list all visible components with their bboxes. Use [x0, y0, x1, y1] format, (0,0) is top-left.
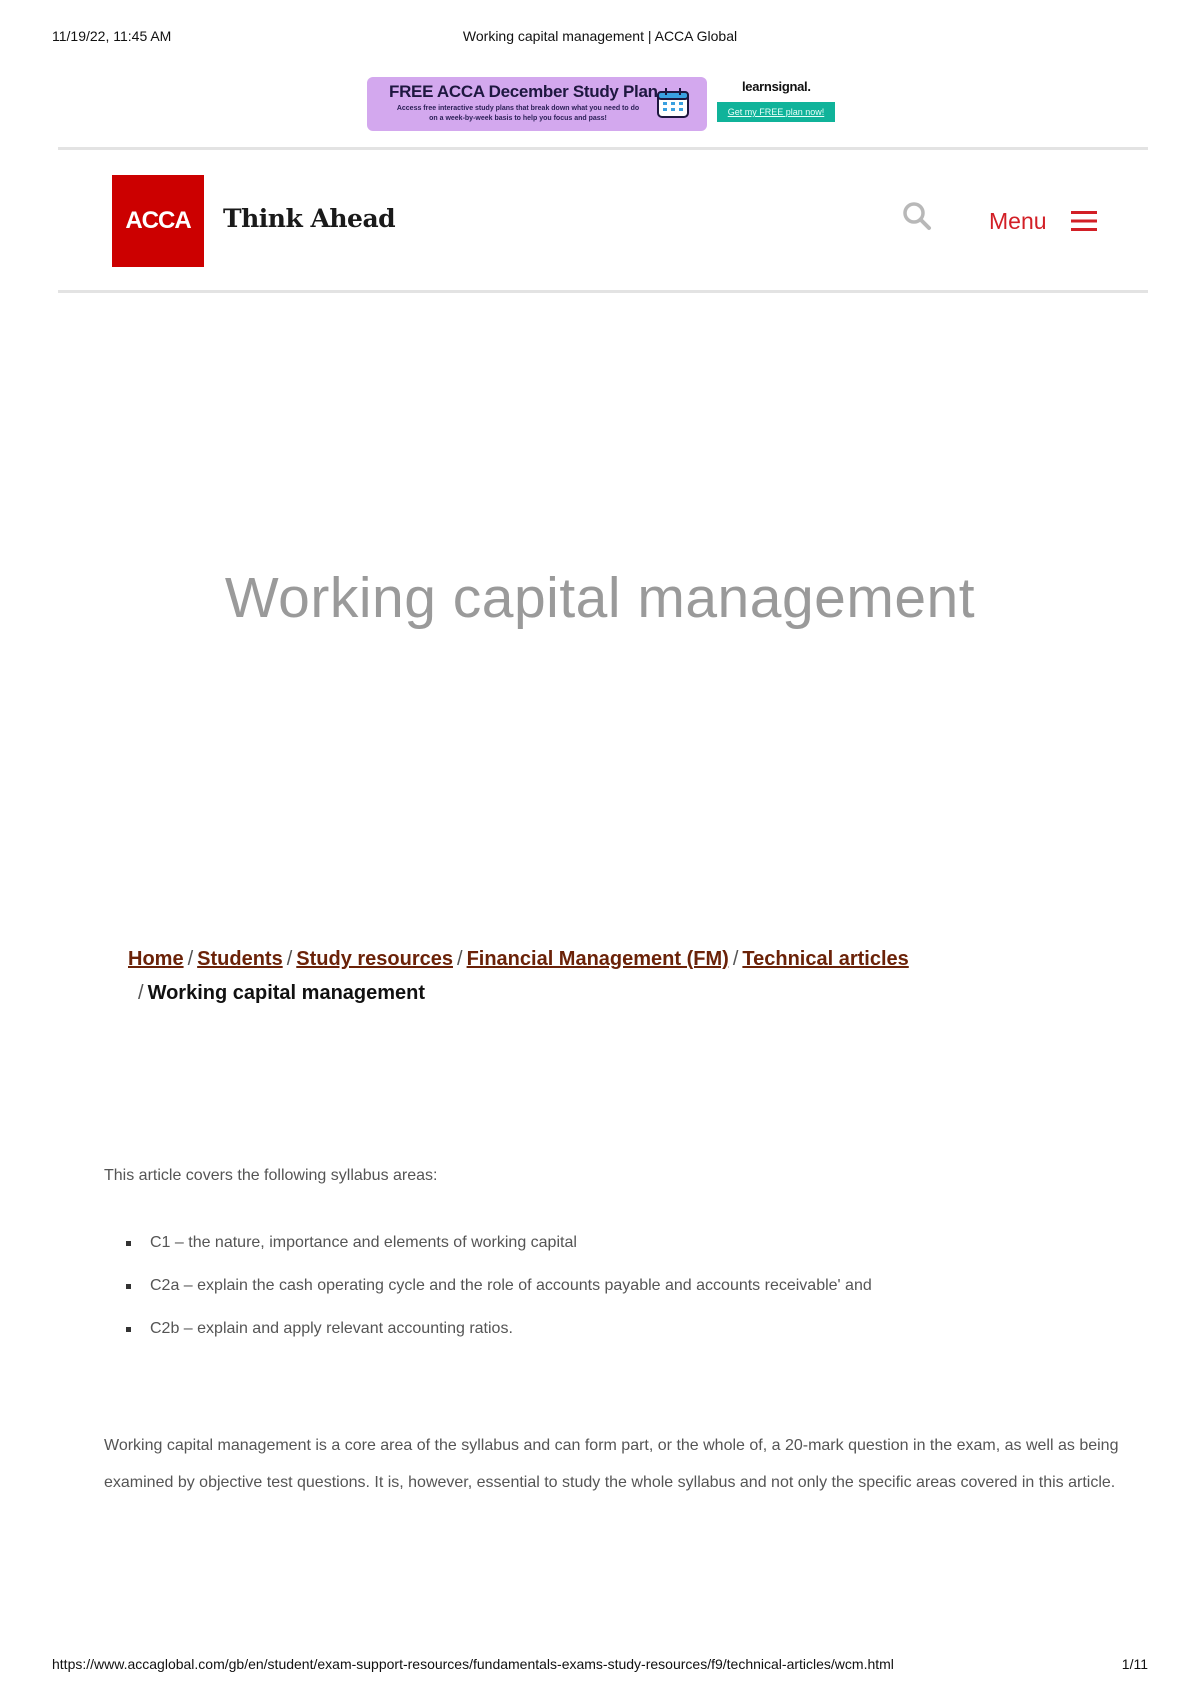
banner-subtext: Access free interactive study plans that break down what you need to do on a week-by-week basis to help you focus and pass!	[396, 105, 640, 122]
menu-button[interactable]	[989, 205, 1097, 237]
study-plan-banner[interactable]	[367, 77, 837, 131]
breadcrumb-separator: /	[138, 982, 144, 1004]
breadcrumb-current-line	[128, 976, 1108, 1010]
article-paragraph: Working capital management is a core area of the syllabus and can form part, or the whole of, a 20-mark question in the exam, as well as being examined by objective test questions. It is, however, essential to study the whole syllabus and not only the specific areas covered in this article.	[104, 1437, 1119, 1491]
print-datetime: 11/19/22, 11:45 AM	[52, 28, 172, 44]
print-url: https://www.accaglobal.com/gb/en/student/exam-support-resources/fundamentals-exams-study-resources/f9/technical-articles/wcm.html	[52, 1656, 894, 1672]
breadcrumb	[128, 942, 1108, 1010]
header-divider-top	[58, 147, 1148, 150]
print-footer	[52, 1656, 1148, 1676]
banner-headline: FREE ACCA December Study Plan	[389, 82, 658, 101]
list-item: C2b – explain and apply relevant accounting ratios.	[126, 1319, 872, 1362]
hamburger-icon	[1071, 210, 1097, 232]
breadcrumb-study-resources[interactable]: Study resources	[296, 948, 453, 970]
banner-cta-button[interactable]: Get my FREE plan now!	[717, 102, 835, 122]
breadcrumb-separator: /	[187, 948, 194, 970]
banner-promo-panel[interactable]	[367, 77, 707, 131]
syllabus-list	[126, 1233, 872, 1362]
print-header	[52, 28, 1148, 48]
breadcrumb-separator: /	[732, 948, 739, 970]
list-item: C2a – explain the cash operating cycle and the role of accounts payable and accounts receivable' and	[126, 1276, 872, 1319]
breadcrumb-students[interactable]: Students	[197, 948, 283, 970]
breadcrumb-current: Working capital management	[147, 982, 426, 1004]
breadcrumb-technical-articles[interactable]: Technical articles	[742, 948, 909, 970]
menu-label: Menu	[989, 207, 1047, 234]
article-intro: This article covers the following syllabus areas:	[104, 1167, 438, 1184]
breadcrumb-separator: /	[457, 948, 463, 970]
breadcrumb-financial-management[interactable]: Financial Management (FM)	[466, 948, 729, 970]
breadcrumb-home[interactable]: Home	[128, 948, 184, 970]
list-item: C1 – the nature, importance and elements of working capital	[126, 1233, 872, 1276]
banner-brand: learnsignal.	[742, 79, 811, 94]
calendar-icon	[655, 86, 691, 120]
header-divider-bottom	[58, 290, 1148, 293]
print-page-number: 1/11	[1121, 1656, 1148, 1672]
acca-logo[interactable]: ACCA	[112, 175, 204, 267]
site-tagline: Think Ahead	[223, 204, 396, 233]
breadcrumb-separator: /	[286, 948, 293, 970]
print-title: Working capital management | ACCA Global	[462, 28, 738, 44]
page-title: Working capital management	[224, 566, 976, 630]
search-icon[interactable]	[902, 201, 932, 231]
